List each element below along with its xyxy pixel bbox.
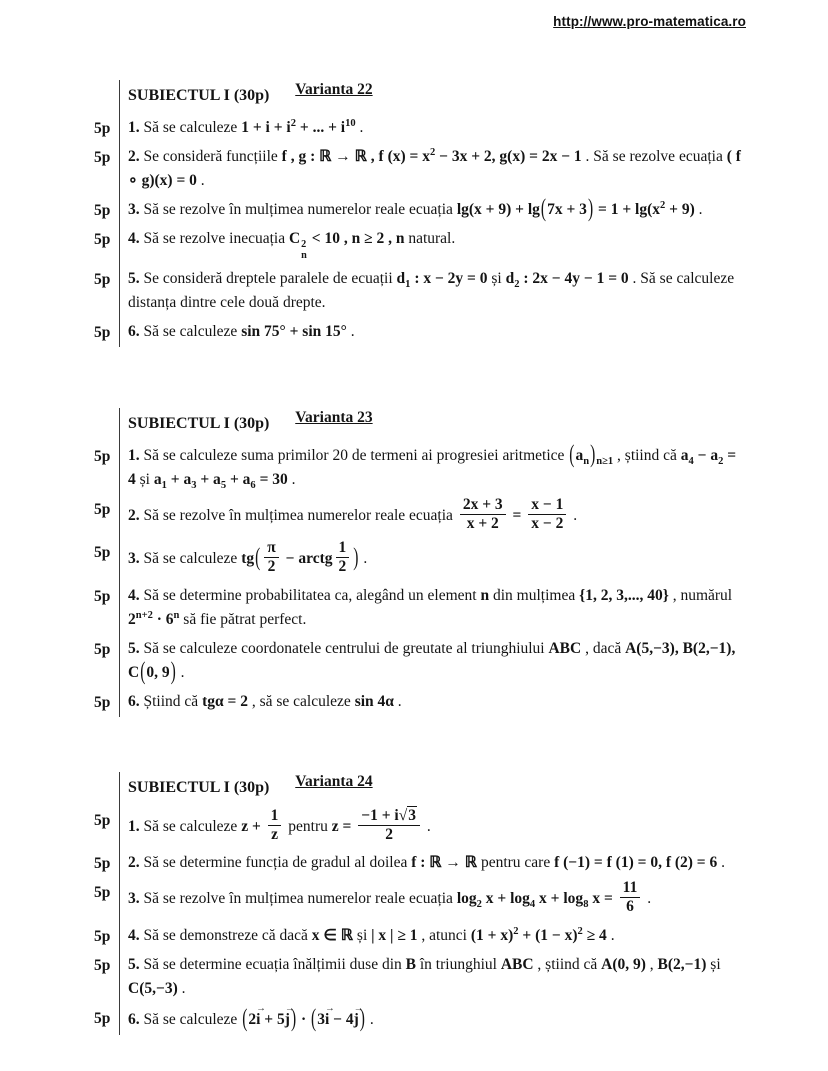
variant-label: Varianta 23 bbox=[295, 409, 373, 426]
question-text: 2. Se consideră funcțiile f , g : ℝ → ℝ , f $(x) = x^2 - 3x + 2$, g(x) = 2x − 1 . Să se rezolve ecuația ( f ∘ g)(x) = 0 . bbox=[119, 143, 746, 196]
question-row bbox=[94, 582, 746, 635]
question-text: 4. Să se determine probabilitatea ca, alegând un element n din mulțimea {1, 2, 3,..., 40} , numărul $2^{n+2} \cdot 6^n$ să fie pătrat perfect. bbox=[119, 582, 746, 635]
website-link[interactable]: http://www.pro-matematica.ro bbox=[553, 14, 746, 29]
section-header-row bbox=[94, 772, 746, 806]
points-label: 5p bbox=[94, 928, 111, 946]
points-label: 5p bbox=[94, 119, 111, 137]
question-text: 1. Să se calculeze z + $\frac{1}{z}$ pentru z = $\frac{-1 + i√3}{2}$ . bbox=[119, 806, 746, 850]
points-label: 5p bbox=[94, 694, 111, 712]
section-header-row bbox=[94, 408, 746, 442]
section-title: SUBIECTUL I (30p) bbox=[128, 87, 270, 104]
points-label: 5p bbox=[94, 957, 111, 975]
question-text: 1. Să se calculeze suma primilor 20 de termeni ai progresiei aritmetice $(a_n)_{n\ge 1}$ , știind că $a_4 - a_2 = 4$ și $a_1 + a_3 + a_5 + a_6 = 30$ . bbox=[119, 442, 746, 495]
question-text: 6. Să se calculeze (2→ i + 5→ j) · (3→ i − 4→ j) . bbox=[119, 1004, 746, 1035]
exam-section-varianta-24 bbox=[94, 772, 746, 1035]
question-row bbox=[94, 143, 746, 196]
points-label: 5p bbox=[94, 811, 111, 829]
question-text: 5. Să se calculeze coordonatele centrului de greutate al triunghiului ABC , dacă A(5,−3), B(2,−1), C(0, 9) . bbox=[119, 635, 746, 688]
section-header-row bbox=[94, 80, 746, 114]
question-text: 5. Se consideră dreptele paralele de ecuații $d_1$ : x − 2y = 0 și $d_2$ : 2x − 4y − 1 = 0 . Să se calculeze distanța dintre cele două drepte. bbox=[119, 265, 746, 318]
points-label: 5p bbox=[94, 447, 111, 465]
section-title: SUBIECTUL I (30p) bbox=[128, 415, 270, 432]
question-row bbox=[94, 495, 746, 539]
points-spacer bbox=[94, 408, 119, 442]
question-row bbox=[94, 1004, 746, 1035]
question-row bbox=[94, 114, 746, 143]
points-label: 5p bbox=[94, 588, 111, 606]
question-text: 3. Să se calculeze tg( $\frac{\pi}{2}$ − arctg $\frac{1}{2}$ ) . bbox=[119, 538, 746, 582]
section-title: SUBIECTUL I (30p) bbox=[128, 779, 270, 796]
question-row bbox=[94, 265, 746, 318]
question-text: 6. Știind că tgα = 2 , să se calculeze sin 4α . bbox=[119, 688, 746, 717]
question-row bbox=[94, 442, 746, 495]
question-text: 6. Să se calculeze sin 75° + sin 15° . bbox=[119, 318, 746, 347]
points-label: 5p bbox=[94, 201, 111, 219]
points-label: 5p bbox=[94, 230, 111, 248]
question-row bbox=[94, 635, 746, 688]
question-text: 5. Să se determine ecuația înălțimii duse din B în triunghiul ABC , știind că A(0, 9) , B(2,−1) și C(5,−3) . bbox=[119, 951, 746, 1004]
question-row bbox=[94, 878, 746, 922]
question-row bbox=[94, 951, 746, 1004]
exam-section-varianta-22 bbox=[94, 80, 746, 347]
points-label: 5p bbox=[94, 884, 111, 902]
question-text: 2. Să se rezolve în mulțimea numerelor reale ecuația $\frac{2x + 3}{x + 2}$ = $\frac{x - 1}{x - 2}$ . bbox=[119, 495, 746, 539]
points-label: 5p bbox=[94, 500, 111, 518]
points-spacer bbox=[94, 80, 119, 114]
question-text: 2. Să se determine funcția de gradul al doilea f : ℝ → ℝ pentru care f (−1) = f (1) = 0, f (2) = 6 . bbox=[119, 849, 746, 878]
question-text: 4. Să se rezolve inecuația C 2 n < 10 , n ≥ 2 , n natural. bbox=[119, 225, 746, 265]
question-row bbox=[94, 225, 746, 265]
question-text: 3. Să se rezolve în mulțimea numerelor reale ecuația $\log_2 x + \log_4 x + \log_8 x$ = $\frac{11}{6}$ . bbox=[119, 878, 746, 922]
points-label: 5p bbox=[94, 270, 111, 288]
question-row bbox=[94, 538, 746, 582]
points-label: 5p bbox=[94, 641, 111, 659]
points-label: 5p bbox=[94, 323, 111, 341]
question-row bbox=[94, 688, 746, 717]
question-row bbox=[94, 922, 746, 951]
exam-section-varianta-23 bbox=[94, 408, 746, 717]
question-text: 4. Să se demonstreze că dacă x ∈ ℝ și | x | ≥ 1 , atunci $(1 + x)^2 + (1 - x)^2 \ge 4$ . bbox=[119, 922, 746, 951]
points-label: 5p bbox=[94, 148, 111, 166]
points-spacer bbox=[94, 772, 119, 806]
question-row bbox=[94, 318, 746, 347]
points-label: 5p bbox=[94, 855, 111, 873]
question-text: 1. Să se calculeze $1 + i + i^2$ + ... + $i^{10}$ . bbox=[119, 114, 746, 143]
points-label: 5p bbox=[94, 1010, 111, 1028]
question-row bbox=[94, 806, 746, 850]
variant-label: Varianta 22 bbox=[295, 81, 373, 98]
points-label: 5p bbox=[94, 544, 111, 562]
question-row bbox=[94, 849, 746, 878]
question-text: 3. Să se rezolve în mulțimea numerelor reale ecuația $\lg(x + 9) + \lg(7x + 3) = 1 + \lg(x^2 + 9)$ . bbox=[119, 196, 746, 225]
question-row bbox=[94, 196, 746, 225]
variant-label: Varianta 24 bbox=[295, 773, 373, 790]
